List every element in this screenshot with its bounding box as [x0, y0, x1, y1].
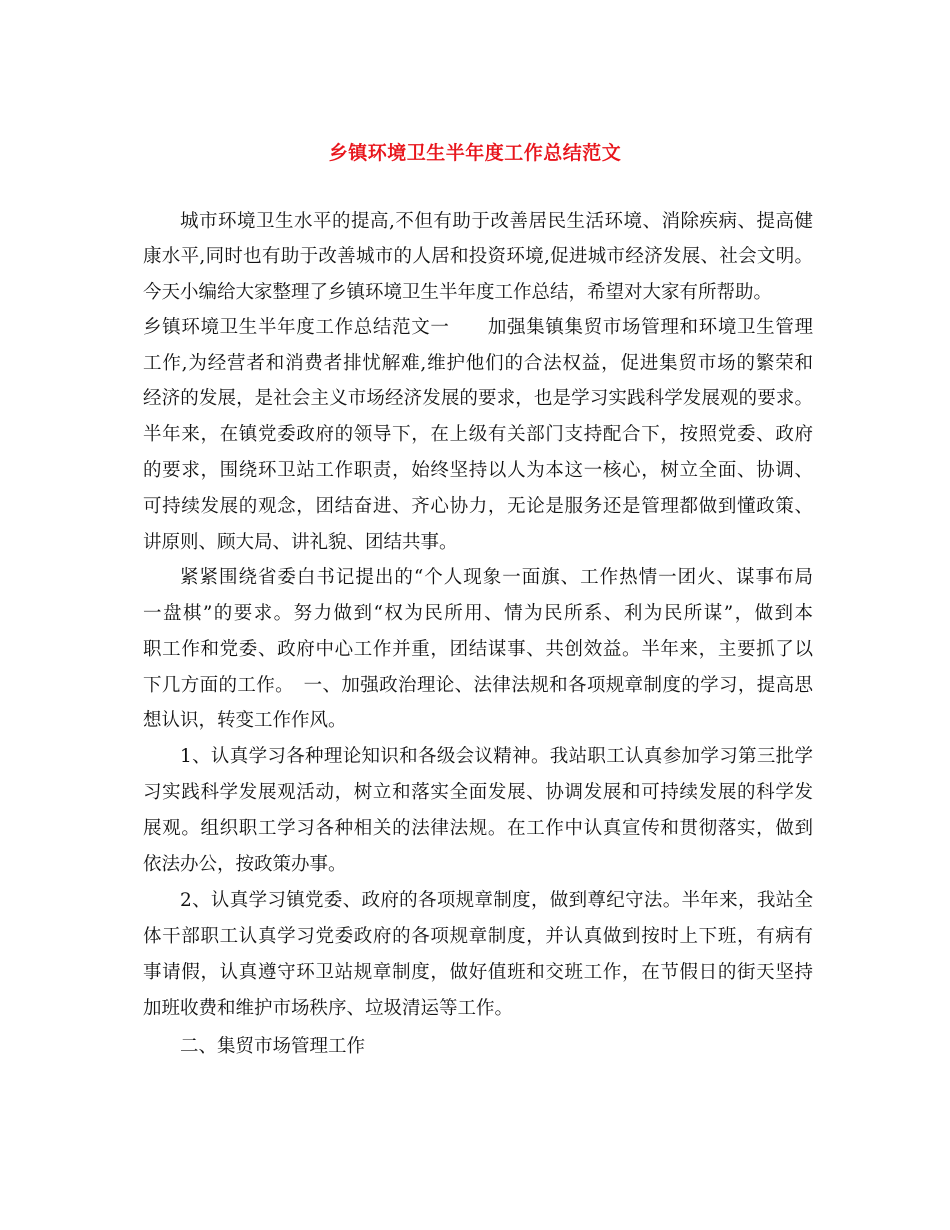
- text-line: 可持续发展的观念，团结奋进、齐心协力，无论是服务还是管理都做到懂政策、: [143, 496, 813, 517]
- text-line: 想认识，转变工作作风。: [143, 710, 347, 731]
- text-line: 半年来，在镇党委政府的领导下，在上级有关部门支持配合下，按照党委、政府: [143, 424, 813, 445]
- text-line: 体干部职工认真学习党委政府的各项规章制度，并认真做到按时上下班，有病有: [143, 926, 813, 947]
- section-heading: 二、集贸市场管理工作: [180, 1036, 366, 1057]
- text-line: 乡镇环境卫生半年度工作总结范文一 加强集镇集贸市场管理和环境卫生管理: [143, 317, 813, 338]
- text-line: 职工作和党委、政府中心工作并重，团结谋事、共创效益。半年来，主要抓了以: [143, 639, 813, 660]
- text-line: 今天小编给大家整理了乡镇环境卫生半年度工作总结，希望对大家有所帮助。: [143, 282, 773, 303]
- text-line: 经济的发展，是社会主义市场经济发展的要求，也是学习实践科学发展观的要求。: [143, 388, 813, 409]
- text-line: 一盘棋”的要求。努力做到“权为民所用、情为民所系、利为民所谋”，做到本: [143, 603, 813, 624]
- text-line: 习实践科学发展观活动，树立和落实全面发展、协调发展和可持续发展的科学发: [143, 782, 813, 803]
- text-line: 依法办公，按政策办事。: [143, 854, 347, 875]
- text-line: 工作,为经营者和消费者排忧解难,维护他们的合法权益，促进集贸市场的繁荣和: [143, 353, 813, 374]
- text-line: 展观。组织职工学习各种相关的法律法规。在工作中认真宣传和贯彻落实，做到: [143, 818, 813, 839]
- text-line: 事请假，认真遵守环卫站规章制度，做好值班和交班工作，在节假日的街天坚持: [143, 962, 813, 983]
- text-line: 下几方面的工作。 一、加强政治理论、法律法规和各项规章制度的学习，提高思: [143, 675, 813, 696]
- text-line: 城市环境卫生水平的提高,不但有助于改善居民生活环境、消除疾病、提高健: [180, 211, 813, 232]
- text-line: 康水平,同时也有助于改善城市的人居和投资环境,促进城市经济发展、社会文明。: [143, 246, 813, 267]
- text-line: 1、认真学习各种理论知识和各级会议精神。我站职工认真参加学习第三批学: [180, 746, 813, 767]
- document-title: 乡镇环境卫生半年度工作总结范文: [328, 142, 622, 164]
- text-line: 2、认真学习镇党委、政府的各项规章制度，做到尊纪守法。半年来，我站全: [180, 890, 813, 911]
- text-line: 加班收费和维护市场秩序、垃圾清运等工作。: [143, 998, 514, 1019]
- text-line: 讲原则、顾大局、讲礼貌、团结共事。: [143, 532, 458, 553]
- text-line: 紧紧围绕省委白书记提出的“个人现象一面旗、工作热情一团火、谋事布局: [180, 567, 813, 588]
- text-line: 的要求，围绕环卫站工作职责，始终坚持以人为本这一核心，树立全面、协调、: [143, 460, 813, 481]
